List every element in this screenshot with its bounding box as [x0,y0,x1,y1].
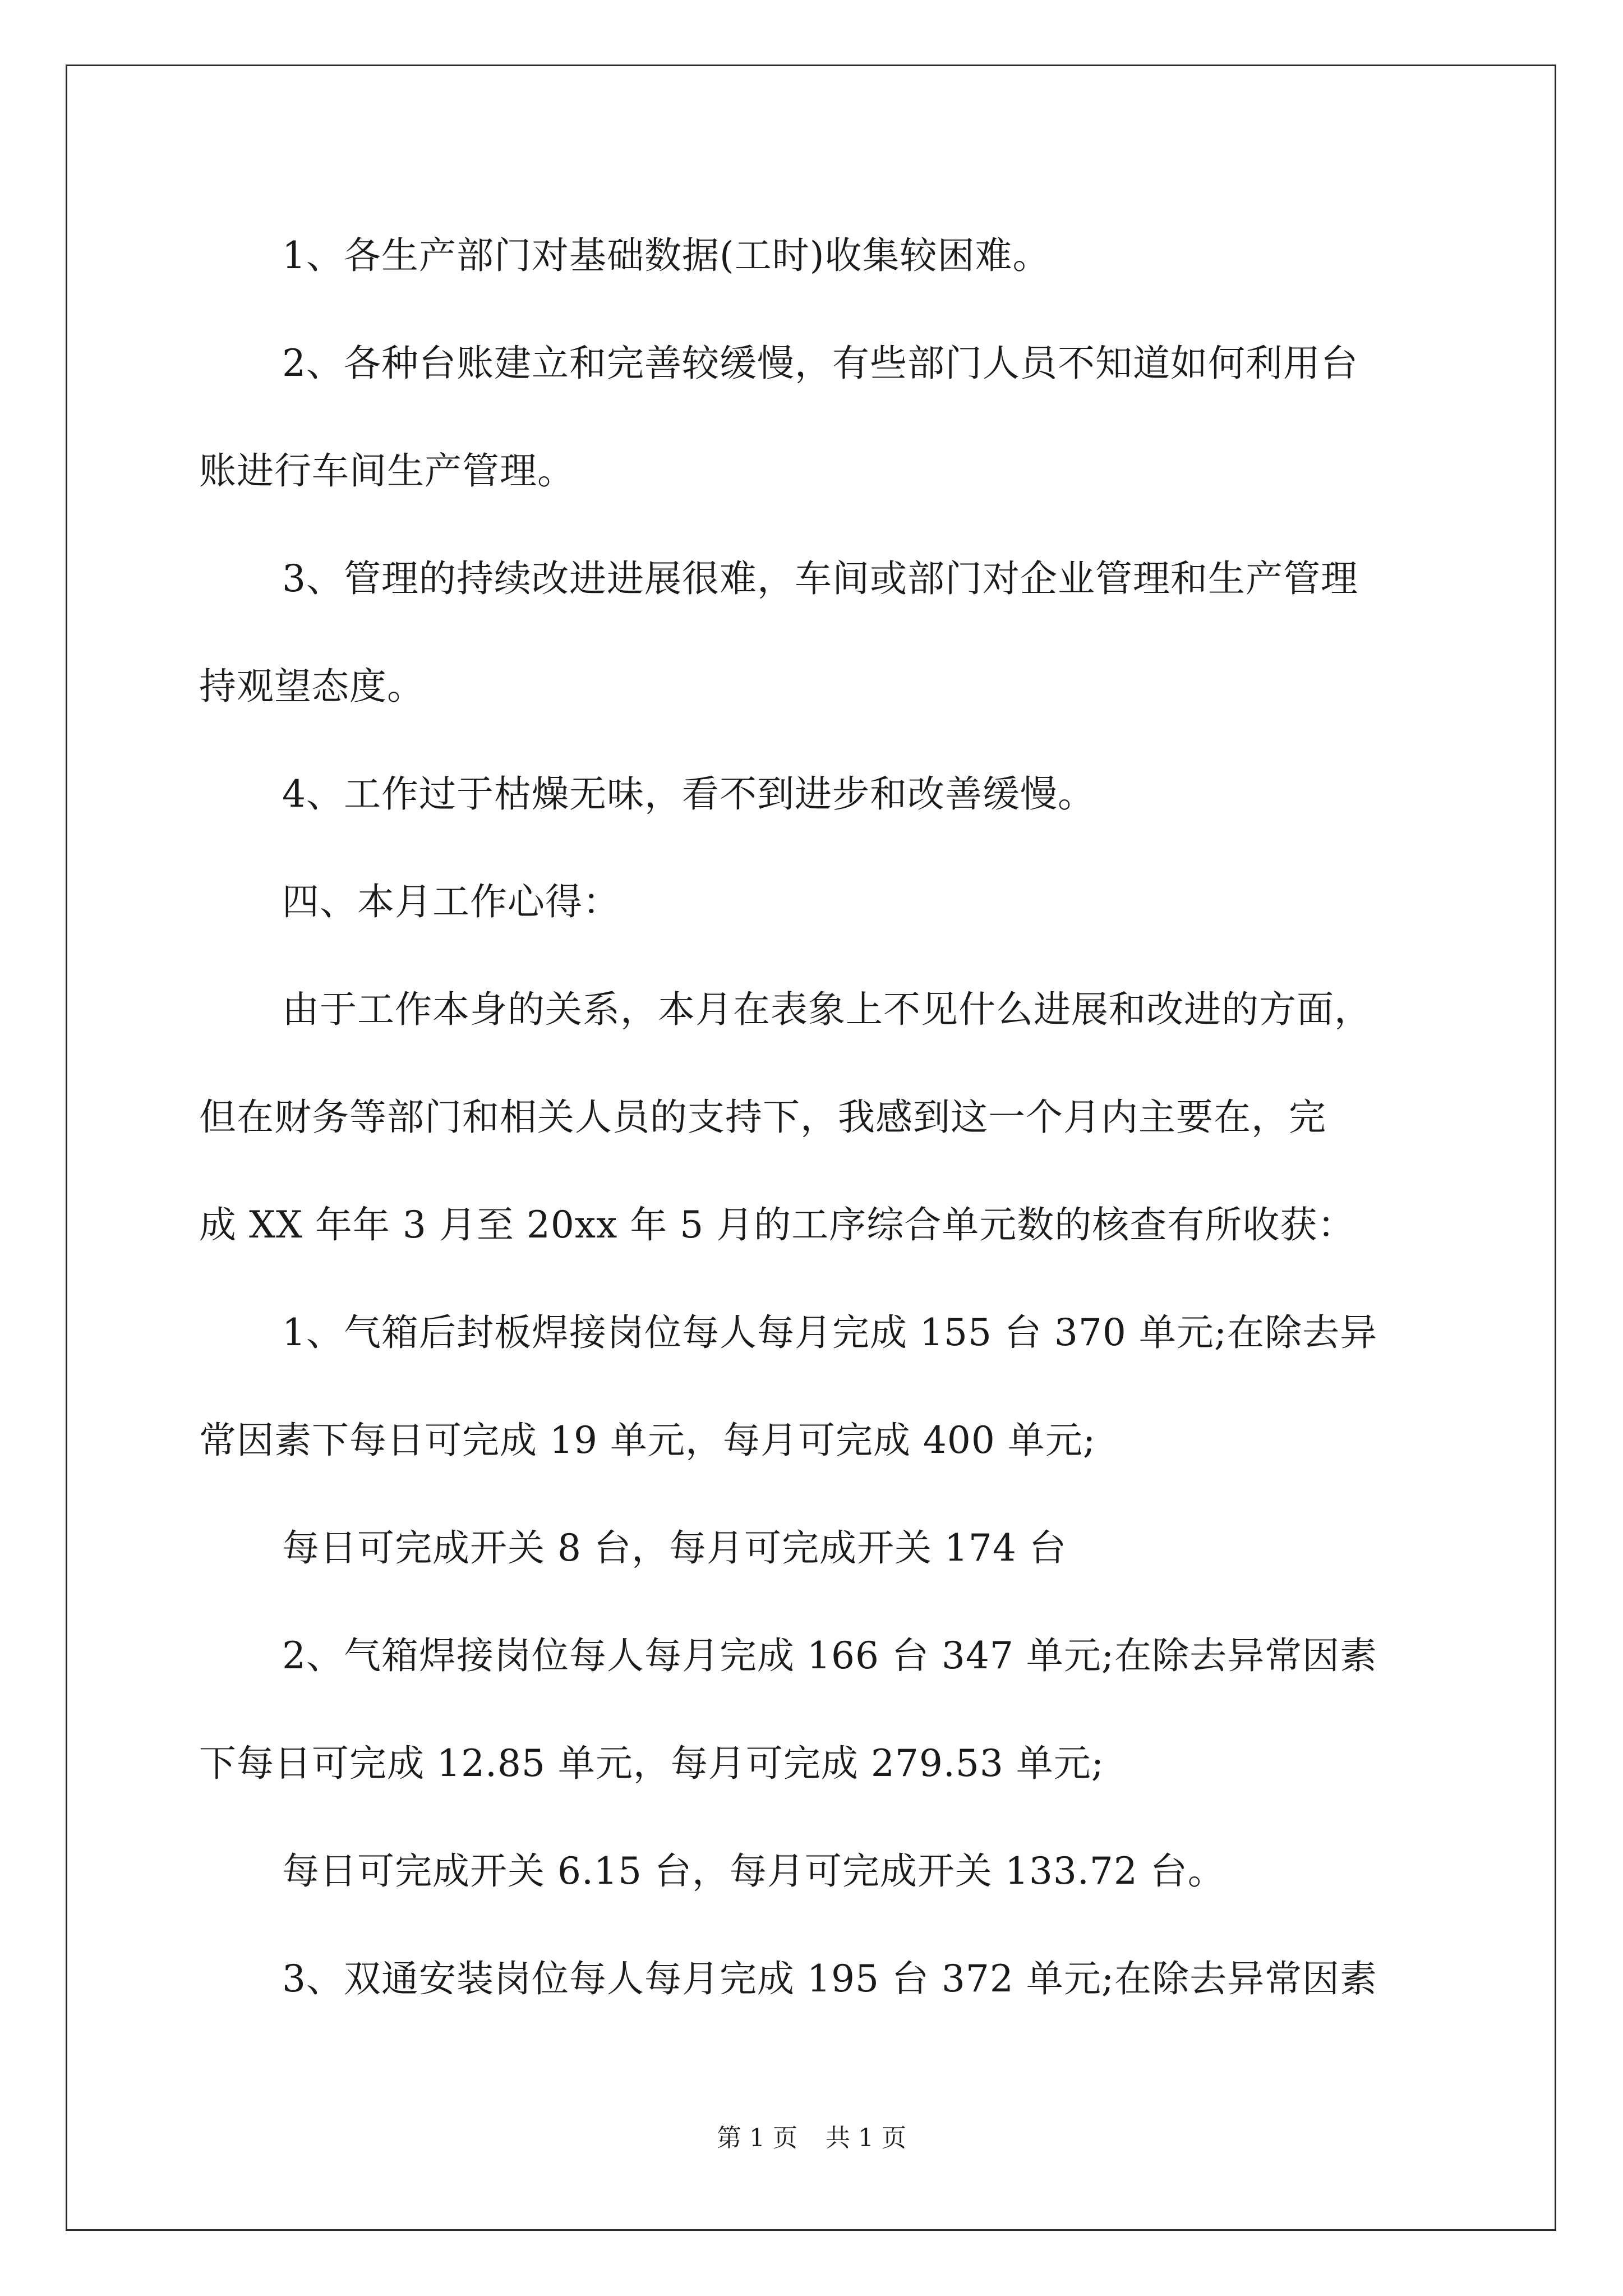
paragraph-line: 持观望态度。 [199,665,425,708]
paragraph-line: 但在财务等部门和相关人员的支持下，我感到这一个月内主要在，完 [199,1096,1326,1139]
paragraph-line: 2、各种台账建立和完善较缓慢，有些部门人员不知道如何利用台 [282,342,1358,385]
section-heading: 四、本月工作心得： [282,880,620,923]
paragraph-line: 2、气箱焊接岗位每人每月完成 166 台 347 单元;在除去异常因素 [282,1634,1378,1677]
paragraph-line: 1、气箱后封板焊接岗位每人每月完成 155 台 370 单元;在除去异 [282,1311,1378,1354]
paragraph-line: 常因素下每日可完成 19 单元，每月可完成 400 单元; [199,1419,1096,1462]
paragraph-line: 成 XX 年年 3 月至 20xx 年 5 月的工序综合单元数的核查有所收获： [199,1203,1355,1246]
paragraph-line: 3、管理的持续改进进展很难，车间或部门对企业管理和生产管理 [282,557,1358,600]
paragraph-line: 4、工作过于枯燥无味，看不到进步和改善缓慢。 [282,772,1095,816]
paragraph-line: 每日可完成开关 8 台，每月可完成开关 174 台 [282,1526,1067,1570]
page-footer [0,2122,1623,2155]
paragraph-line: 由于工作本身的关系，本月在表象上不见什么进展和改进的方面， [282,988,1372,1031]
paragraph-line: 账进行车间生产管理。 [199,449,575,493]
paragraph-line: 下每日可完成 12.85 单元，每月可完成 279.53 单元; [199,1742,1105,1785]
paragraph-line: 每日可完成开关 6.15 台，每月可完成开关 133.72 台。 [282,1849,1225,1893]
page-total: 共 1 页 [826,2124,906,2152]
document-body [199,202,1433,2033]
paragraph-line: 1、各生产部门对基础数据(工时)收集较困难。 [282,234,1050,277]
paragraph-line: 3、双通安装岗位每人每月完成 195 台 372 单元;在除去异常因素 [282,1957,1378,2000]
page-number: 第 1 页 [717,2124,797,2152]
